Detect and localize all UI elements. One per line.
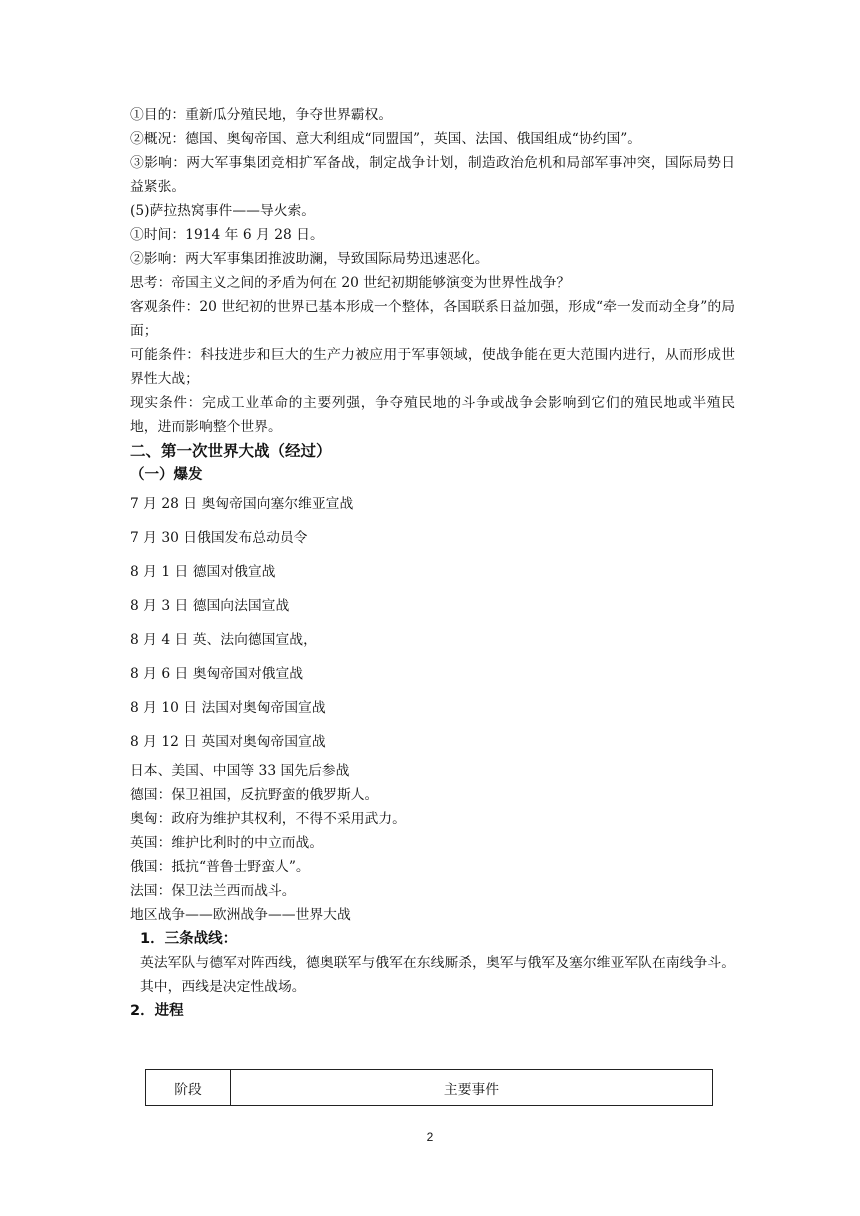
text-line: 德国：保卫祖国，反抗野蛮的俄罗斯人。 xyxy=(130,787,379,803)
text-line: 日本、美国、中国等 33 国先后参战 xyxy=(130,763,350,779)
text-line: 俄国：抵抗“普鲁士野蛮人”。 xyxy=(130,859,310,875)
text-paragraph: 客观条件：20 世纪初的世界已基本形成一个整体，各国联系日益加强，形成“牵一发而动全身”的局面； xyxy=(130,299,735,339)
date-entry: 7 月 28 日 奥匈帝国向塞尔维亚宣战 xyxy=(130,496,354,512)
page-number: 2 xyxy=(426,1130,434,1144)
date-list xyxy=(130,487,735,759)
text-line: 英国：维护比利时的中立而战。 xyxy=(130,835,324,851)
text-line: 地区战争——欧洲战争——世界大战 xyxy=(130,907,351,923)
text-line: ①时间：1914 年 6 月 28 日。 xyxy=(130,227,324,243)
date-entry: 8 月 10 日 法国对奥匈帝国宣战 xyxy=(130,700,326,716)
text-line: 思考：帝国主义之间的矛盾为何在 20 世纪初期能够演变为世界性战争？ xyxy=(130,275,571,291)
date-entry: 8 月 1 日 德国对俄宣战 xyxy=(130,564,276,580)
section-heading: 二、第一次世界大战（经过） xyxy=(130,442,332,460)
item-heading: 2．进程 xyxy=(130,1003,184,1019)
text-paragraph: 英法军队与德军对阵西线，德奥联军与俄军在东线厮杀，奥军与俄军及塞尔维亚军队在南线争斗。其中，西线是决定性战场。 xyxy=(140,955,735,995)
table-header-stage: 阶段 xyxy=(146,1070,231,1105)
text-line: ②概况：德国、奥匈帝国、意大利组成“同盟国”，英国、法国、俄国组成“协约国”。 xyxy=(130,131,642,147)
item-heading: 1．三条战线： xyxy=(140,931,238,947)
date-entry: 8 月 6 日 奥匈帝国对俄宣战 xyxy=(130,666,304,682)
text-paragraph: 可能条件：科技进步和巨大的生产力被应用于军事领域，使战争能在更大范围内进行，从而形成世界性大战； xyxy=(130,347,735,387)
date-entry: 8 月 4 日 英、法向德国宣战， xyxy=(130,632,317,648)
page-body xyxy=(130,103,735,1023)
text-paragraph: 现实条件：完成工业革命的主要列强，争夺殖民地的斗争或战争会影响到它们的殖民地或半殖民地，进而影响整个世界。 xyxy=(130,395,735,435)
text-line: (5)萨拉热窝事件——导火索。 xyxy=(130,203,316,219)
text-line: ②影响：两大军事集团推波助澜，导致国际局势迅速恶化。 xyxy=(130,251,489,267)
text-paragraph: ③影响：两大军事集团竞相扩军备战，制定战争计划，制造政治危机和局部军事冲突，国际局势日益紧张。 xyxy=(130,155,735,195)
date-entry: 7 月 30 日俄国发布总动员令 xyxy=(130,530,308,546)
progress-table xyxy=(145,1069,713,1106)
text-line: ①目的：重新瓜分殖民地，争夺世界霸权。 xyxy=(130,107,393,123)
text-line: 奥匈：政府为维护其权利，不得不采用武力。 xyxy=(130,811,406,827)
date-entry: 8 月 12 日 英国对奥匈帝国宣战 xyxy=(130,734,326,750)
subsection-heading: （一）爆发 xyxy=(130,467,203,483)
table-header-events: 主要事件 xyxy=(443,1081,500,1098)
text-line: 法国：保卫法兰西而战斗。 xyxy=(130,883,296,899)
date-entry: 8 月 3 日 德国向法国宣战 xyxy=(130,598,290,614)
